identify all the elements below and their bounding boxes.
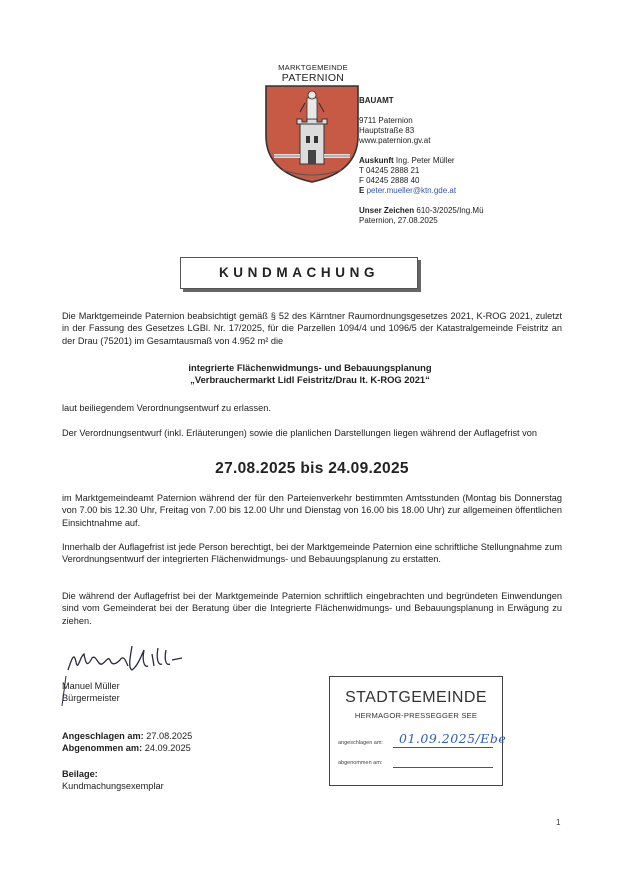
stamp-line — [393, 747, 493, 748]
email-line — [359, 186, 559, 196]
signer-role: Bürgermeister — [62, 693, 120, 703]
decree-paragraph: laut beiliegendem Verordnungsentwurf zu erlassen. — [62, 403, 271, 413]
plan-heading-line-2: „Verbrauchermarkt Lidl Feistritz/Drau lt. K-ROG 2021“ — [190, 374, 430, 385]
stamp-title: STADTGEMEINDE — [345, 689, 487, 706]
attachment-block — [62, 768, 164, 792]
posting-dates — [62, 731, 192, 754]
department-name: BAUAMT — [359, 96, 394, 105]
removed-label: Abgenommen am: — [62, 742, 143, 753]
stamp-removed-label: abgenommen am: — [338, 760, 383, 766]
posted-label: Angeschlagen am: — [62, 731, 144, 741]
intro-paragraph: Die Marktgemeinde Paternion beabsichtigt gemäß § 52 des Kärntner Raumordnungsgesetzes 2021, K-ROG 2021, zuletzt in der Fassung des Gesetzes LGBl. Nr. 17/2025, für die Parzellen 1094/4 und 1096/5 der Katastralgemeinde Feistritz an der Drau (75201) im Gesamtausmaß von 4.952 m² die — [62, 311, 562, 346]
signer-block — [62, 680, 120, 704]
document-title: KUNDMACHUNG — [218, 265, 380, 280]
address-line-1: 9711 Paternion — [359, 116, 413, 125]
municipality-top-label: MARKTGEMEINDE — [278, 63, 348, 72]
office-hours-paragraph: im Marktgemeindeamt Paternion während der für den Parteienverkehr bestimmten Amtsstunden (Montag bis Donnerstag von 7.00 bis 12.30 Uhr, Freitag von 7.00 bis 12.00 Uhr und Dienstag von 16.00 bis 18.00 Uhr) zur allgemeinen öffentlichen Einsichtnahme auf. — [62, 493, 562, 528]
stamp-line — [393, 767, 493, 768]
signer-name: Manuel Müller — [62, 681, 120, 691]
office-contact-block — [359, 96, 559, 226]
reference-label: Unser Zeichen — [359, 206, 415, 215]
stamp-subtitle: HERMAGOR-PRESSEGGER SEE — [354, 711, 478, 720]
reference-value: 610-3/2025/Ing.Mü — [416, 206, 484, 215]
attachment-label: Beilage: — [62, 769, 98, 779]
objections-paragraph: Die während der Auflagefrist bei der Marktgemeinde Paternion schriftlich eingebrachten und begründeten Einwendungen sind vom Gemeinderat bei der Beratung über die Integrierte Flächenwidmungs- und Bebauungsplanung in Erwägung zu ziehen. — [62, 591, 562, 626]
stamp-posted-label: angeschlagen am: — [338, 740, 383, 746]
contact-person-line — [359, 156, 559, 166]
page-number: 1 — [556, 818, 561, 827]
plan-heading — [100, 362, 520, 386]
website-link[interactable]: www.paternion.gv.at — [359, 136, 431, 145]
posted-date-row — [62, 731, 192, 743]
coat-of-arms-logo — [264, 84, 360, 184]
contact-name: Ing. Peter Müller — [395, 156, 455, 165]
attachment-value: Kundmachungsexemplar — [62, 781, 164, 791]
phone-number: T 04245 2888 21 — [359, 166, 420, 175]
display-period: 27.08.2025 bis 24.09.2025 — [215, 460, 409, 477]
stamp-posted-handwritten: 01.09.2025/Ebe — [399, 731, 507, 746]
municipality-name: PATERNION — [281, 72, 345, 84]
email-prefix: E — [359, 186, 365, 195]
fax-number: F 04245 2888 40 — [359, 176, 420, 185]
removed-date-row — [62, 743, 192, 755]
municipal-stamp — [329, 676, 507, 786]
statement-right-paragraph: Innerhalb der Auflagefrist ist jede Person berechtigt, bei der Marktgemeinde Paternion eine schriftliche Stellungnahme zum Verordnungsentwurf der integrierten Flächenwidmungs- und Bebauungsplanung zu erstatten. — [62, 542, 562, 565]
place-date: Paternion, 27.08.2025 — [359, 216, 438, 225]
plan-heading-line-1: integrierte Flächenwidmungs- und Bebauungsplanung — [188, 362, 432, 373]
title-box — [180, 257, 418, 289]
contact-label: Auskunft — [359, 156, 394, 165]
removed-value: 24.09.2025 — [144, 742, 191, 753]
reference-line — [359, 206, 559, 216]
address-line-2: Hauptstraße 83 — [359, 126, 415, 135]
display-paragraph: Der Verordnungsentwurf (inkl. Erläuterungen) sowie die planlichen Darstellungen liegen während der Auflagefrist von — [62, 428, 537, 438]
email-link[interactable]: peter.mueller@ktn.gde.at — [366, 186, 457, 195]
posted-value: 27.08.2025 — [146, 731, 193, 741]
